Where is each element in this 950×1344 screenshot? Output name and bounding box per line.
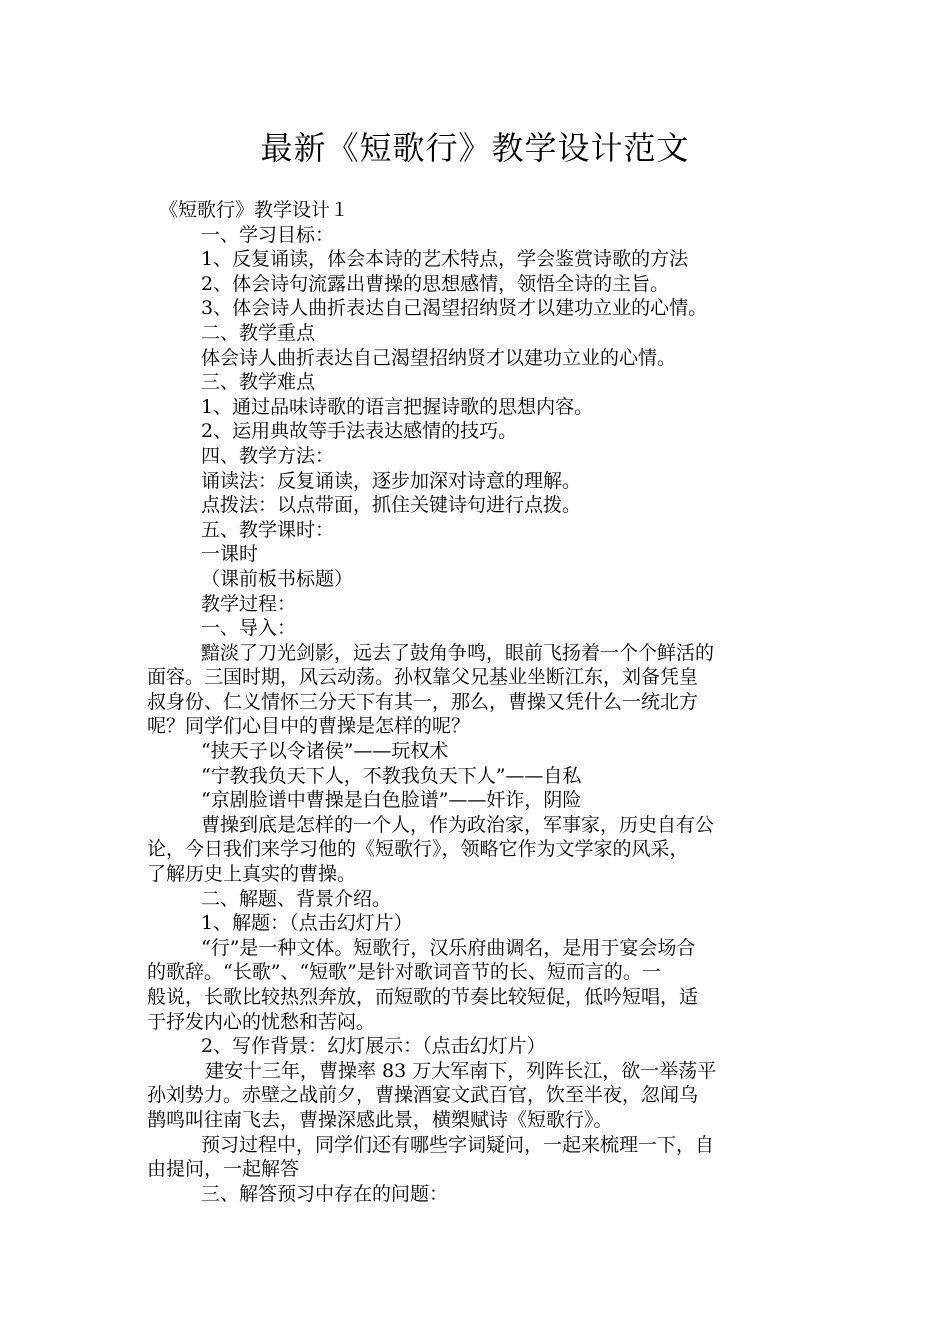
- heading-questions: 三、解答预习中存在的问题：: [201, 1182, 449, 1205]
- paragraph-line: 由提问，一起解答: [147, 1158, 300, 1181]
- paragraph-caocao: [147, 813, 805, 887]
- paragraph-line: 鹊鸣叫往南飞去，曹操深感此景，横槊赋诗《短歌行》。: [147, 1108, 613, 1131]
- paragraph-line: “行”是一种文体。短歌行，汉乐府曲调名，是用于宴会场合: [201, 936, 696, 959]
- difficulty-item: 2、运用典故等手法表达感情的技巧。: [201, 420, 518, 443]
- subheading-title-explain: 1、解题：（点击幻灯片）: [201, 912, 413, 935]
- paragraph-line: 建安十三年，曹操率 83 万大军南下，列阵长江，欲一举荡平: [205, 1059, 717, 1082]
- method-item: 点拨法：以点带面，抓住关键诗句进行点拨。: [201, 494, 582, 517]
- paragraph-line: 般说，长歌比较热烈奔放，而短歌的节奏比较短促，低吟短唱，适: [147, 986, 699, 1008]
- paragraph-genre: [147, 936, 805, 1034]
- text-line: （课前板书标题）: [201, 567, 354, 590]
- paragraph-line: 呢？同学们心目中的曹操是怎样的呢？: [147, 715, 471, 738]
- heading-difficulties: 三、教学难点: [201, 371, 316, 394]
- paragraph-line: 了解历史上真实的曹操。: [147, 863, 357, 886]
- text-line: 体会诗人曲折表达自己渴望招纳贤才以建功立业的心情。: [201, 346, 677, 369]
- heading-background: 二、解题、背景介绍。: [201, 887, 392, 910]
- paragraph-intro: [147, 641, 805, 739]
- paragraph-line: 孙刘势力。赤壁之战前夕，曹操酒宴文武百官，饮至半夜，忽闻乌: [147, 1084, 699, 1107]
- heading-key-points: 二、教学重点: [201, 321, 316, 344]
- paragraph-line: 预习过程中，同学们还有哪些字词疑问，一起来梳理一下，自: [201, 1133, 715, 1156]
- difficulty-item: 1、通过品味诗歌的语言把握诗歌的思想内容。: [201, 395, 594, 418]
- paragraph-preview: [147, 1133, 805, 1182]
- paragraph-line: 黯淡了刀光剑影，远去了鼓角争鸣，眼前飞扬着一个个鲜活的: [201, 641, 715, 664]
- objective-item: 2、体会诗句流露出曹操的思想感情，领悟全诗的主旨。: [201, 272, 670, 295]
- objective-item: 1、反复诵读，体会本诗的艺术特点，学会鉴赏诗歌的方法: [201, 248, 689, 271]
- objective-item: 3、体会诗人曲折表达自己渴望招纳贤才以建功立业的心情。: [201, 297, 708, 320]
- document-body: [147, 198, 805, 1206]
- subheading-background: 2、写作背景：幻灯展示：（点击幻灯片）: [201, 1035, 546, 1058]
- paragraph-background: [147, 1059, 805, 1133]
- paragraph-line: 叔身份、仁义情怀三分天下有其一，那么，曹操又凭什么一统北方: [147, 690, 699, 713]
- paragraph-line: 论，今日我们来学习他的《短歌行》，领略它作为文学家的风采，: [147, 838, 689, 861]
- document-title: 最新《短歌行》教学设计范文: [260, 129, 690, 167]
- paragraph-line: 于抒发内心的忧愁和苦闷。: [147, 1010, 376, 1033]
- section-heading: 《短歌行》教学设计１: [159, 199, 350, 221]
- heading-objectives: 一、学习目标：: [201, 223, 335, 246]
- quote-line: “挟天子以令诸侯”——玩权术: [201, 740, 449, 763]
- heading-process: 教学过程：: [201, 592, 297, 615]
- paragraph-line: 曹操到底是怎样的一个人，作为政治家，军事家，历史自有公: [201, 813, 715, 836]
- heading-methods: 四、教学方法：: [201, 444, 335, 467]
- paragraph-line: 面容。三国时期，风云动荡。孙权靠父兄基业坐断江东，刘备凭皇: [147, 666, 699, 689]
- quote-line: “京剧脸谱中曹操是白色脸谱”——奸诈，阴险: [201, 789, 582, 812]
- paragraph-line: 的歌辞。“长歌”、“短歌”是针对歌词音节的长、短而言的。一: [147, 961, 661, 984]
- quote-line: “宁教我负天下人，不教我负天下人”——自私: [201, 764, 582, 787]
- heading-periods: 五、教学课时：: [201, 518, 335, 541]
- heading-intro: 一、导入：: [201, 617, 297, 640]
- method-item: 诵读法：反复诵读，逐步加深对诗意的理解。: [201, 469, 582, 492]
- text-line: 一课时: [201, 543, 259, 566]
